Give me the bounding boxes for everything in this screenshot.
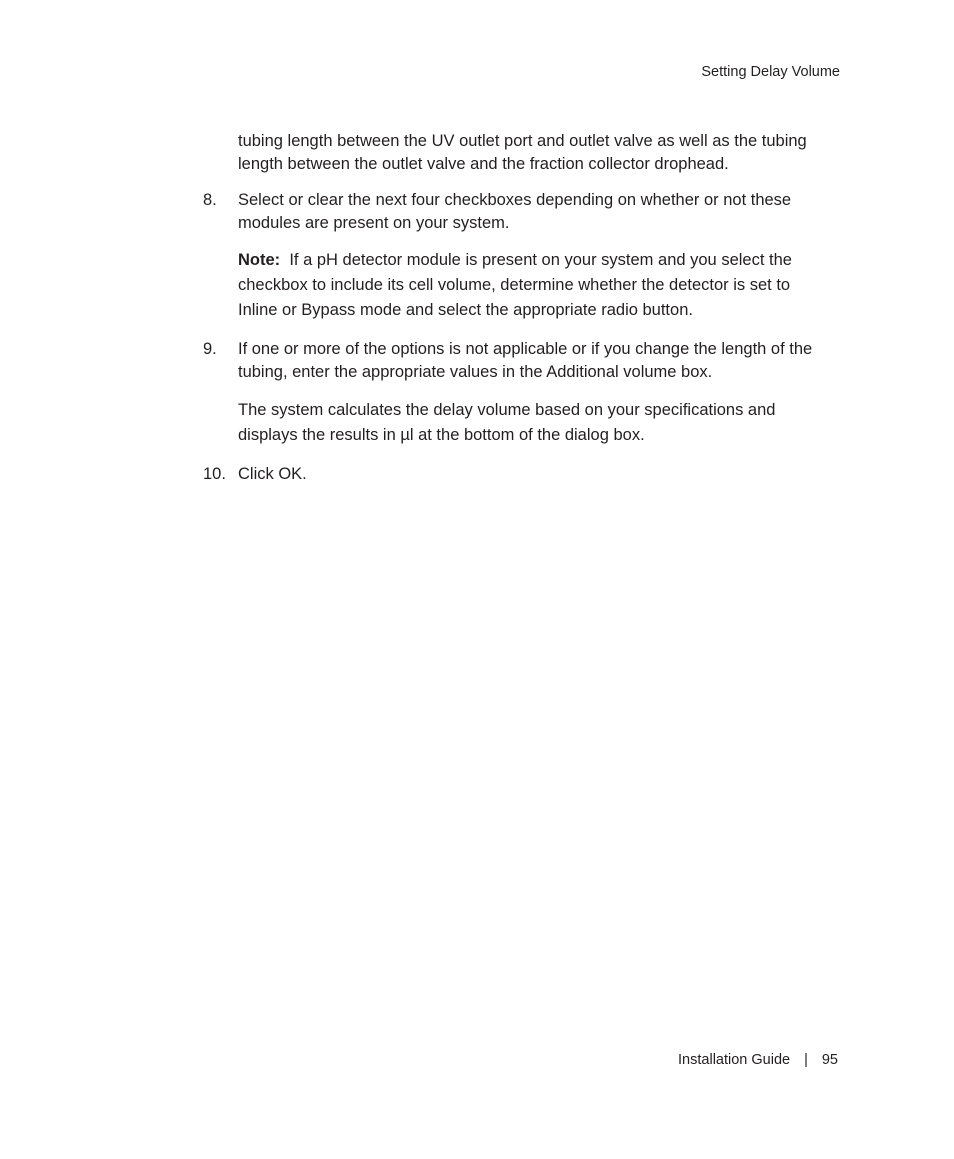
step-10-text: Click OK. [238, 465, 307, 483]
page-number: 95 [821, 1052, 838, 1068]
step-9-followup: The system calculates the delay volume based on your specifications and displays the results in µl at the bottom of the dialog box. [238, 401, 776, 444]
running-header: Setting Delay Volume [701, 64, 840, 80]
continuation-paragraph: tubing length between the UV outlet port and outlet valve as well as the tubing length between the outlet valve and the fraction collector drophead. [238, 132, 807, 173]
page-footer [678, 1051, 838, 1069]
step-9-text: If one or more of the options is not applicable or if you change the length of the tubing, enter the appropriate values in the Additional volume box. [238, 340, 813, 381]
footer-guide-title: Installation Guide [678, 1052, 791, 1068]
step-number-9: 9. [203, 340, 217, 358]
note-label: Note: [238, 251, 281, 269]
footer-separator: | [804, 1052, 808, 1068]
note-block [238, 248, 813, 323]
step-number-10: 10. [203, 465, 226, 483]
note-text: If a pH detector module is present on your system and you select the checkbox to include its cell volume, determine whether the detector is set to Inline or Bypass mode and select the appropriate radio button. [238, 251, 792, 319]
step-8-text: Select or clear the next four checkboxes depending on whether or not these modules are present on your system. [238, 191, 792, 232]
step-number-8: 8. [203, 191, 217, 209]
